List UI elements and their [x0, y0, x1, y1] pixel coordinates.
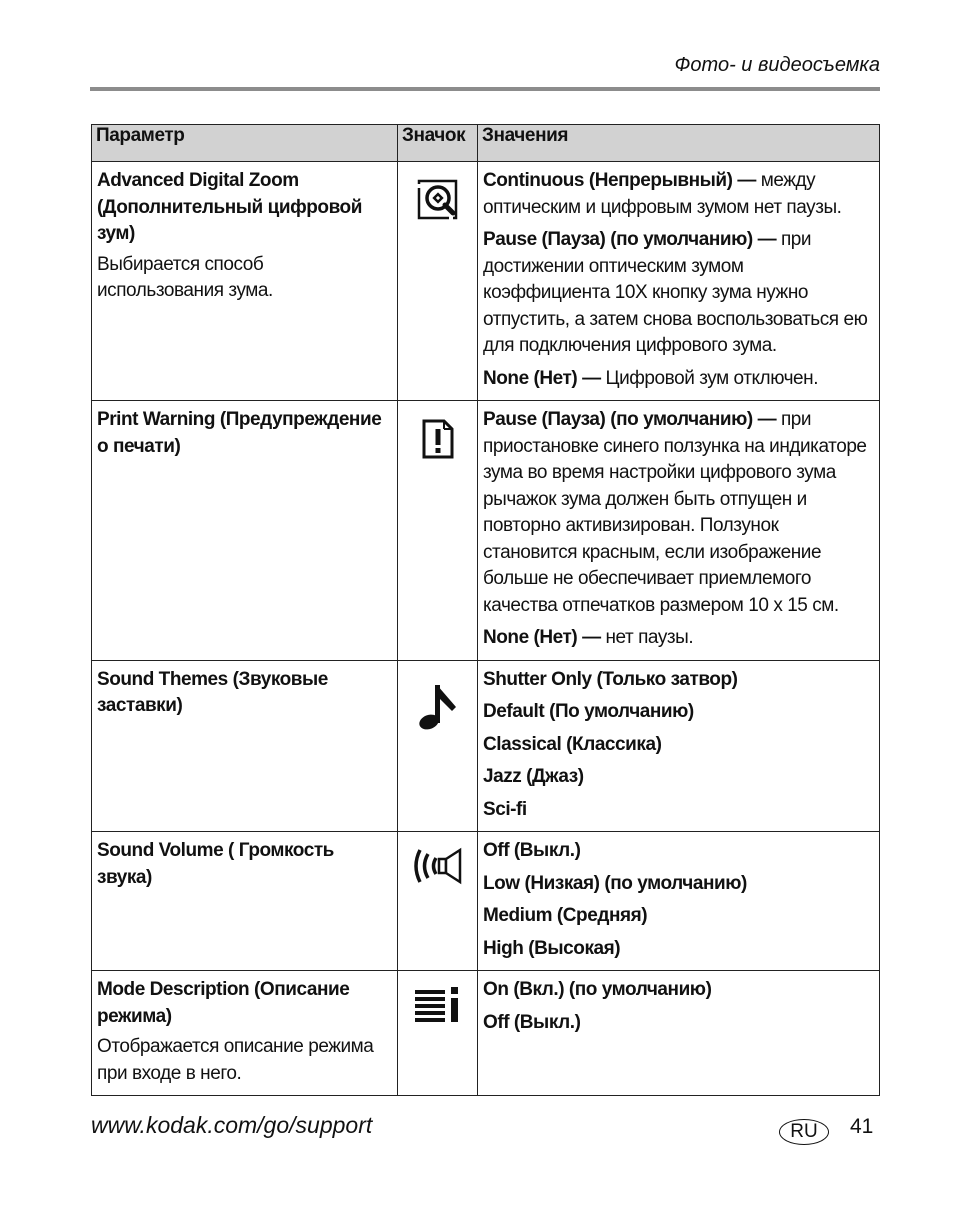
icon-cell — [398, 162, 478, 401]
value-item: None (Нет) — Цифровой зум отключен. — [483, 367, 819, 389]
page-number: 41 — [850, 1115, 874, 1138]
param-cell — [92, 971, 398, 1096]
option-item: Classical (Классика) — [483, 733, 662, 755]
footer-support-link[interactable]: www.kodak.com/go/support — [91, 1112, 373, 1138]
value-item: Pause (Пауза) (по умолчанию) — при достижении оптическим зумом коэффициента 10X кнопку зума нужно отпустить, а затем снова воспользоваться ею для подключения цифрового зума. — [483, 229, 868, 356]
speaker-icon — [410, 846, 466, 895]
values-cell — [478, 401, 880, 661]
option-item: Sci-fi — [483, 798, 527, 820]
digital-zoom-icon — [416, 178, 460, 231]
option-item: Shutter Only (Только затвор) — [483, 668, 738, 690]
table-row — [92, 832, 880, 971]
param-cell — [92, 162, 398, 401]
table-row — [92, 660, 880, 832]
column-header-values: Значения — [478, 125, 880, 162]
option-item: Off (Выкл.) — [483, 840, 581, 861]
option-item: High (Высокая) — [483, 937, 621, 959]
table-row — [92, 971, 880, 1096]
option-item: On (Вкл.) (по умолчанию) — [483, 979, 712, 1000]
param-cell — [92, 660, 398, 832]
column-header-parameter: Параметр — [92, 125, 398, 162]
param-name: Sound Volume ( Громкость звука) — [97, 840, 334, 888]
icon-cell — [398, 401, 478, 661]
header-rule — [90, 87, 880, 91]
values-cell — [478, 660, 880, 832]
param-name: Print Warning (Предупреждение о печати) — [97, 409, 382, 457]
param-description: Выбирается способ использования зума. — [97, 253, 273, 301]
values-cell — [478, 162, 880, 401]
option-item: Off (Выкл.) — [483, 1011, 581, 1033]
values-cell — [478, 832, 880, 971]
value-item: Continuous (Непрерывный) — между оптическим и цифровым зумом нет паузы. — [483, 170, 842, 218]
print-warning-icon — [420, 417, 456, 470]
icon-cell — [398, 971, 478, 1096]
table-row — [92, 162, 880, 401]
settings-table — [91, 124, 880, 1096]
icon-cell — [398, 660, 478, 832]
page-header-title: Фото- и видеосъемка — [674, 54, 880, 76]
option-item: Medium (Средняя) — [483, 905, 648, 926]
param-name: Sound Themes (Звуковые заставки) — [97, 668, 328, 716]
param-cell — [92, 401, 398, 661]
table-row — [92, 401, 880, 661]
param-name: Advanced Digital Zoom (Дополнительный цифровой зум) — [97, 170, 362, 244]
values-cell — [478, 971, 880, 1096]
param-name: Mode Description (Описание режима) — [97, 979, 350, 1027]
value-item: Pause (Пауза) (по умолчанию) — при приостановке синего ползунка на индикаторе зума во время настройки цифрового зума рычажок зума должен быть отпущен и повторно активизирован. Ползунок становится красным, если изображение больше не обеспечивает приемлемого качества отпечатков размером 10 x 15 см. — [483, 409, 867, 616]
param-cell — [92, 832, 398, 971]
mode-info-icon — [413, 987, 463, 1032]
icon-cell — [398, 832, 478, 971]
value-item: None (Нет) — нет паузы. — [483, 627, 694, 648]
option-item: Jazz (Джаз) — [483, 766, 584, 787]
music-note-icon — [416, 681, 460, 742]
option-item: Low (Низкая) (по умолчанию) — [483, 872, 747, 894]
table-header-row — [92, 125, 880, 162]
language-badge: RU — [779, 1119, 829, 1145]
option-item: Default (По умолчанию) — [483, 701, 694, 722]
column-header-icon: Значок — [398, 125, 478, 162]
param-description: Отображается описание режима при входе в него. — [97, 1036, 374, 1084]
